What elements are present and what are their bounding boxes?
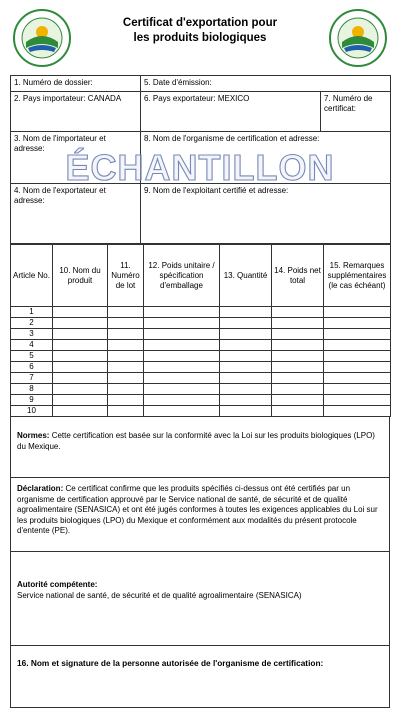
- item-row: [11, 307, 391, 318]
- item-cell[interactable]: [144, 395, 220, 406]
- item-cell[interactable]: [53, 384, 108, 395]
- item-row: [11, 340, 391, 351]
- item-cell[interactable]: [144, 362, 220, 373]
- item-row-number: 10: [11, 406, 53, 417]
- item-cell[interactable]: [272, 406, 324, 417]
- item-cell[interactable]: [324, 318, 391, 329]
- title-line-1: Certificat d'exportation pour: [122, 17, 278, 29]
- organic-logo-left: [12, 8, 72, 68]
- item-row: [11, 318, 391, 329]
- field-importer-name[interactable]: 3. Nom de l'importateur et adresse:: [11, 132, 141, 184]
- item-cell[interactable]: [144, 318, 220, 329]
- details-table: [10, 75, 391, 244]
- field-certificate-number[interactable]: 7. Numéro de certificat:: [321, 92, 391, 132]
- item-cell[interactable]: [108, 351, 144, 362]
- item-cell[interactable]: [53, 362, 108, 373]
- item-cell[interactable]: [53, 318, 108, 329]
- item-row-number: 3: [11, 329, 53, 340]
- col-product-name: 10. Nom du produit: [53, 245, 108, 307]
- normes-label: Normes:: [17, 431, 50, 440]
- certificate-page: [10, 8, 390, 708]
- field-certification-body[interactable]: 8. Nom de l'organisme de certification et adresse:: [141, 132, 391, 184]
- item-cell[interactable]: [144, 351, 220, 362]
- item-row: [11, 362, 391, 373]
- organic-logo-right: [328, 8, 388, 68]
- item-cell[interactable]: [220, 307, 272, 318]
- item-cell[interactable]: [220, 384, 272, 395]
- declaration-text: Ce certificat confirme que les produits spécifiés ci-dessus ont été certifiés par un organisme de certification approuvé par le Service national de santé, de sécurité et de qualité agroalimentaire (SENASICA) et ont été jugés conformes à toutes les exigences applicables du Loi sur les produits biologiques (LPO) du Mexique et conformément aux modalités du présent protocole d'entente (PE).: [17, 484, 378, 535]
- item-row-number: 8: [11, 384, 53, 395]
- item-cell[interactable]: [108, 406, 144, 417]
- item-row-number: 4: [11, 340, 53, 351]
- item-cell[interactable]: [53, 351, 108, 362]
- item-row: [11, 395, 391, 406]
- item-cell[interactable]: [108, 307, 144, 318]
- col-unit-weight: 12. Poids unitaire / spécification d'emballage: [144, 245, 220, 307]
- field-issue-date[interactable]: 5. Date d'émission:: [141, 76, 391, 92]
- item-cell[interactable]: [144, 373, 220, 384]
- field-exporter-name[interactable]: 4. Nom de l'exportateur et adresse:: [11, 184, 141, 244]
- normes-section: [10, 417, 390, 478]
- item-cell[interactable]: [324, 395, 391, 406]
- authority-section: [10, 552, 390, 646]
- item-row-number: 2: [11, 318, 53, 329]
- item-cell[interactable]: [53, 406, 108, 417]
- item-cell[interactable]: [108, 362, 144, 373]
- item-cell[interactable]: [220, 329, 272, 340]
- item-cell[interactable]: [220, 318, 272, 329]
- item-cell[interactable]: [272, 329, 324, 340]
- item-cell[interactable]: [220, 351, 272, 362]
- certificate-title: [85, 16, 315, 46]
- item-row: [11, 351, 391, 362]
- signature-section[interactable]: 16. Nom et signature de la personne autorisée de l'organisme de certification:: [10, 646, 390, 708]
- item-cell[interactable]: [272, 362, 324, 373]
- item-cell[interactable]: [144, 406, 220, 417]
- title-line-2: les produits biologiques: [133, 32, 267, 44]
- item-cell[interactable]: [272, 395, 324, 406]
- item-cell[interactable]: [144, 384, 220, 395]
- col-remarks: 15. Remarques supplémentaires (le cas échéant): [324, 245, 391, 307]
- normes-text: Cette certification est basée sur la conformité avec la Loi sur les produits biologiques (LPO) du Mexique.: [17, 431, 375, 451]
- items-table: [10, 244, 391, 417]
- item-row-number: 9: [11, 395, 53, 406]
- item-row-number: 6: [11, 362, 53, 373]
- header: [10, 8, 390, 68]
- field-exporting-country[interactable]: 6. Pays exportateur: MEXICO: [141, 92, 321, 132]
- item-row: [11, 373, 391, 384]
- item-cell[interactable]: [53, 340, 108, 351]
- item-row-number: 1: [11, 307, 53, 318]
- item-cell[interactable]: [144, 307, 220, 318]
- item-cell[interactable]: [324, 329, 391, 340]
- col-article: Article No.: [11, 245, 53, 307]
- item-cell[interactable]: [108, 373, 144, 384]
- field-dossier-number[interactable]: 1. Numéro de dossier:: [11, 76, 141, 92]
- item-cell[interactable]: [108, 395, 144, 406]
- item-cell[interactable]: [324, 384, 391, 395]
- item-cell[interactable]: [220, 406, 272, 417]
- item-cell[interactable]: [272, 351, 324, 362]
- item-cell[interactable]: [220, 395, 272, 406]
- authority-text: Service national de santé, de sécurité et de qualité agroalimentaire (SENASICA): [17, 590, 302, 600]
- item-row: [11, 384, 391, 395]
- item-cell[interactable]: [53, 307, 108, 318]
- item-cell[interactable]: [108, 340, 144, 351]
- item-cell[interactable]: [53, 395, 108, 406]
- item-cell[interactable]: [108, 318, 144, 329]
- item-cell[interactable]: [324, 340, 391, 351]
- authority-label: Autorité compétente:: [17, 580, 98, 589]
- item-cell[interactable]: [220, 340, 272, 351]
- item-cell[interactable]: [272, 318, 324, 329]
- item-cell[interactable]: [144, 340, 220, 351]
- item-cell[interactable]: [324, 406, 391, 417]
- item-cell[interactable]: [272, 307, 324, 318]
- item-cell[interactable]: [272, 340, 324, 351]
- item-cell[interactable]: [324, 351, 391, 362]
- item-cell[interactable]: [324, 307, 391, 318]
- col-lot-number: 11. Numéro de lot: [108, 245, 144, 307]
- item-row: [11, 406, 391, 417]
- col-net-weight: 14. Poids net total: [272, 245, 324, 307]
- item-cell[interactable]: [324, 373, 391, 384]
- item-row-number: 7: [11, 373, 53, 384]
- declaration-label: Déclaration:: [17, 484, 64, 493]
- field-certified-operator[interactable]: 9. Nom de l'exploitant certifié et adresse:: [141, 184, 391, 244]
- item-cell[interactable]: [272, 373, 324, 384]
- sample-watermark: ÉCHANTILLON: [65, 147, 335, 188]
- item-cell[interactable]: [220, 362, 272, 373]
- item-cell[interactable]: [53, 373, 108, 384]
- col-quantity: 13. Quantité: [220, 245, 272, 307]
- field-importing-country[interactable]: 2. Pays importateur: CANADA: [11, 92, 141, 132]
- items-body: [11, 307, 391, 417]
- item-row-number: 5: [11, 351, 53, 362]
- item-row: [11, 329, 391, 340]
- items-header-row: [11, 245, 391, 307]
- item-cell[interactable]: [53, 329, 108, 340]
- declaration-section: [10, 478, 390, 552]
- item-cell[interactable]: [108, 384, 144, 395]
- item-cell[interactable]: [108, 329, 144, 340]
- item-cell[interactable]: [324, 362, 391, 373]
- item-cell[interactable]: [144, 329, 220, 340]
- item-cell[interactable]: [220, 373, 272, 384]
- item-cell[interactable]: [272, 384, 324, 395]
